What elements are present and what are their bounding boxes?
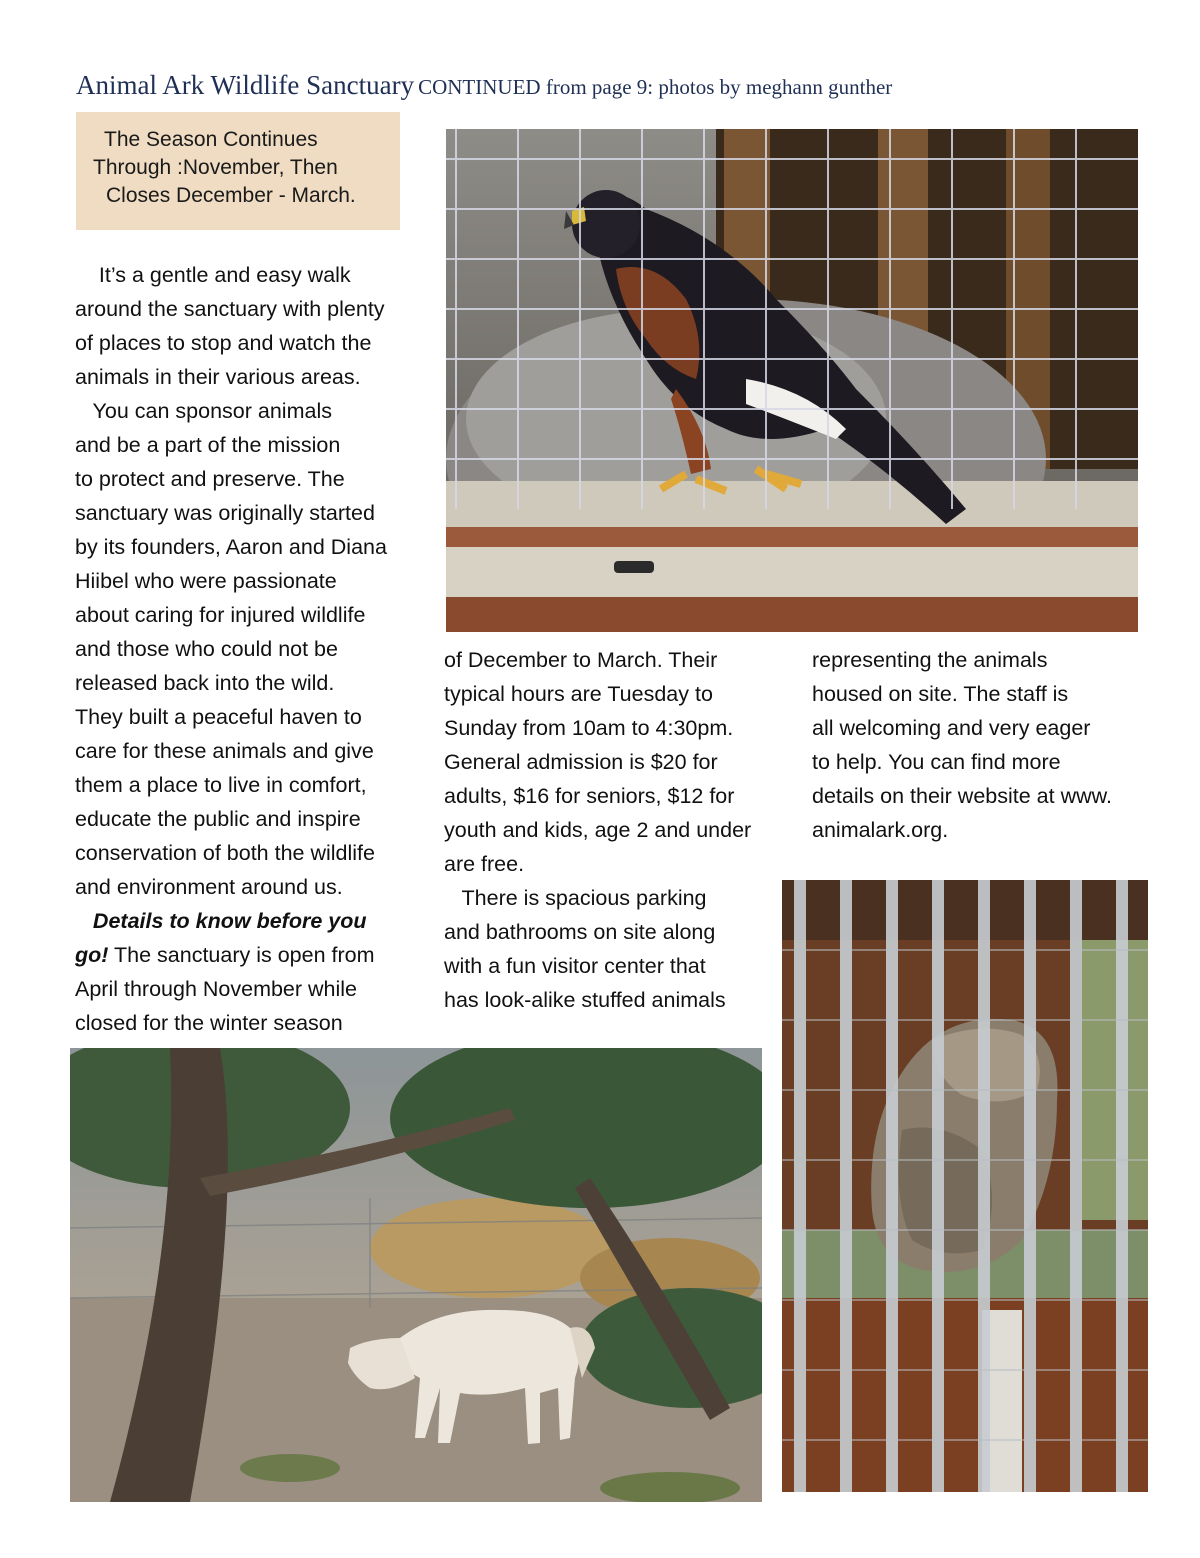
text-line: with a fun visitor center that — [444, 954, 706, 978]
callout-line: The Season Continues — [104, 128, 318, 151]
article-title: Animal Ark Wildlife Sanctuary — [76, 70, 415, 100]
text-line: Sunday from 10am to 4:30pm. — [444, 716, 734, 740]
page-header — [76, 70, 1156, 101]
text-line: of places to stop and watch the — [75, 331, 372, 355]
text-line: conservation of both the wildlife — [75, 841, 375, 865]
text-line: and be a part of the mission — [75, 433, 341, 457]
text-line: They built a peaceful haven to — [75, 705, 362, 729]
text-line: by its founders, Aaron and Diana — [75, 535, 387, 559]
text-line: to help. You can find more — [812, 750, 1061, 774]
text-line — [75, 938, 425, 972]
text-line: There is spacious parking — [444, 886, 707, 910]
body-column-1 — [75, 258, 425, 1040]
text-line: representing the animals — [812, 648, 1048, 672]
callout-line: Through :November, Then — [93, 156, 338, 179]
article-subtitle: CONTINUED from page 9: photos by meghann gunther — [418, 75, 893, 99]
text-line: them a place to live in comfort, — [75, 773, 367, 797]
text-line: of December to March. Their — [444, 648, 718, 672]
details-heading-text: Details to know before you — [75, 909, 367, 933]
body-column-3 — [812, 643, 1152, 847]
text-line: Hiibel who were passionate — [75, 569, 337, 593]
details-text: The sanctuary is open from — [108, 943, 375, 967]
text-line: You can sponsor animals — [75, 399, 332, 423]
text-line: sanctuary was originally started — [75, 501, 375, 525]
text-line: adults, $16 for seniors, $12 for — [444, 784, 735, 808]
season-callout — [76, 112, 400, 230]
text-line: animals in their various areas. — [75, 365, 361, 389]
text-line: and environment around us. — [75, 875, 343, 899]
hawk-photo — [446, 129, 1138, 632]
text-line: closed for the winter season — [75, 1011, 343, 1035]
text-line: all welcoming and very eager — [812, 716, 1091, 740]
text-line: youth and kids, age 2 and under — [444, 818, 752, 842]
callout-line: Closes December - March. — [106, 184, 356, 207]
body-column-2 — [444, 643, 784, 1017]
owl-photo — [782, 880, 1148, 1492]
text-line: details on their website at www. — [812, 784, 1112, 808]
text-line: housed on site. The staff is — [812, 682, 1069, 706]
text-line: about caring for injured wildlife — [75, 603, 366, 627]
text-line: are free. — [444, 852, 525, 876]
text-line: released back into the wild. — [75, 671, 335, 695]
text-line: around the sanctuary with plenty — [75, 297, 385, 321]
text-line: to protect and preserve. The — [75, 467, 345, 491]
text-line: typical hours are Tuesday to — [444, 682, 713, 706]
text-line: educate the public and inspire — [75, 807, 361, 831]
text-line: care for these animals and give — [75, 739, 374, 763]
text-line: It’s a gentle and easy walk — [75, 263, 351, 287]
text-line: animalark.org. — [812, 818, 949, 842]
text-line: April through November while — [75, 977, 358, 1001]
wolf-photo — [70, 1048, 762, 1502]
text-line: and those who could not be — [75, 637, 338, 661]
text-line: General admission is $20 for — [444, 750, 718, 774]
details-heading-go: go! — [75, 943, 109, 967]
text-line: has look-alike stuffed animals — [444, 988, 726, 1012]
text-line: and bathrooms on site along — [444, 920, 716, 944]
details-heading — [75, 904, 425, 938]
